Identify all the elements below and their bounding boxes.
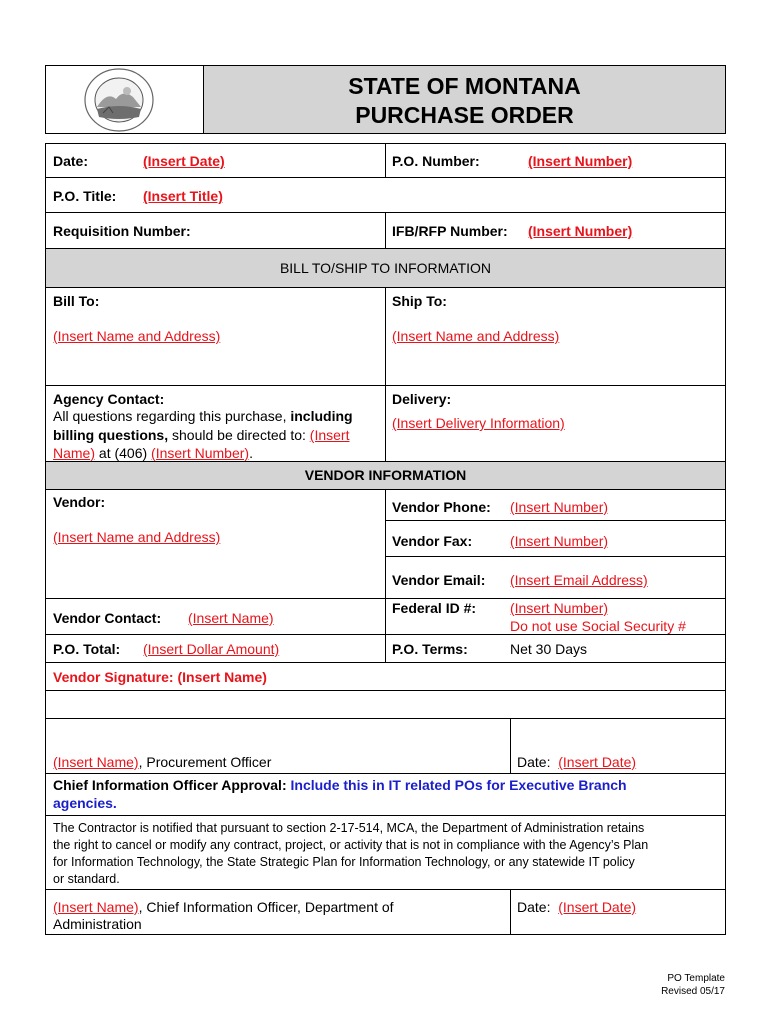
- agency-contact-line2: [53, 427, 349, 444]
- bill-to-field[interactable]: (Insert Name and Address): [53, 328, 221, 344]
- vendor-phone-field[interactable]: (Insert Number): [510, 499, 609, 515]
- po-number-label: P.O. Number:: [392, 153, 480, 169]
- cio-sign-line2: Administration: [53, 916, 142, 932]
- rule: [45, 889, 726, 890]
- rule: [45, 718, 726, 719]
- vendor-fax-field[interactable]: (Insert Number): [510, 533, 609, 549]
- delivery-label: Delivery:: [392, 391, 452, 407]
- montana-seal: [83, 67, 155, 133]
- bill-ship-heading: BILL TO/SHIP TO INFORMATION: [279, 260, 492, 276]
- rule: [45, 690, 726, 691]
- seal-text: [64, 138, 87, 139]
- ifb-rfp-label: IFB/RFP Number:: [392, 223, 508, 239]
- cio-date-label: Date:: [517, 899, 559, 915]
- po-terms-label: P.O. Terms:: [392, 641, 468, 657]
- cio-approval-line1: [53, 777, 627, 794]
- procurement-date-label: Date:: [517, 754, 559, 770]
- procurement-title: , Procurement Officer: [138, 754, 272, 770]
- agency-text: should be directed to:: [168, 427, 310, 443]
- rule: [45, 662, 726, 663]
- ship-to-field[interactable]: (Insert Name and Address): [392, 328, 560, 344]
- procurement-name-field[interactable]: (Insert Name): [53, 754, 139, 770]
- col-divider: [385, 143, 386, 177]
- po-terms-value: Net 30 Days: [510, 641, 588, 657]
- agency-contact-line3: [53, 445, 253, 462]
- agency-phone-field[interactable]: (Insert Number): [151, 445, 250, 461]
- vendor-contact-label: Vendor Contact:: [53, 610, 162, 626]
- vendor-phone-label: Vendor Phone:: [392, 499, 491, 515]
- footer-template: PO Template: [667, 973, 725, 984]
- bill-to-label: Bill To:: [53, 293, 100, 309]
- page-title-line2: PURCHASE ORDER: [355, 102, 574, 128]
- vendor-fax-label: Vendor Fax:: [392, 533, 473, 549]
- federal-id-note: Do not use Social Security #: [510, 618, 686, 634]
- col-divider: [385, 287, 386, 461]
- notice-line1: The Contractor is notified that pursuant to section 2-17-514, MCA, the Department of Administration retains: [53, 821, 645, 835]
- federal-id-label: Federal ID #:: [392, 600, 477, 616]
- vendor-contact-field[interactable]: (Insert Name): [188, 610, 274, 626]
- agency-contact-label: Agency Contact:: [53, 391, 165, 407]
- notice-line2: the right to cancel or modify any contract, project, or activity that is not in compliance with the Agency’s Plan: [53, 838, 649, 852]
- cio-approval-note: Include this in IT related POs for Executive Branch: [290, 777, 627, 793]
- procurement-officer-line: [53, 754, 271, 771]
- procurement-date-line: [517, 754, 636, 771]
- vendor-email-label: Vendor Email:: [392, 572, 486, 588]
- delivery-field[interactable]: (Insert Delivery Information): [392, 415, 565, 431]
- po-title-label: P.O. Title:: [53, 188, 117, 204]
- rule: [385, 520, 726, 521]
- notice-line4: or standard.: [53, 872, 120, 886]
- agency-text-bold: including: [290, 408, 353, 424]
- agency-text: All questions regarding this purchase,: [53, 408, 291, 424]
- rule: [45, 177, 726, 178]
- federal-id-field[interactable]: (Insert Number): [510, 600, 609, 616]
- agency-name-field[interactable]: (Insert: [309, 427, 350, 443]
- agency-text: at (406): [95, 445, 152, 461]
- po-total-label: P.O. Total:: [53, 641, 121, 657]
- date-label: Date:: [53, 153, 89, 169]
- requisition-label: Requisition Number:: [53, 223, 191, 239]
- col-divider: [510, 718, 511, 773]
- vendor-signature-label[interactable]: Vendor Signature: (Insert Name): [53, 669, 267, 685]
- date-field[interactable]: (Insert Date): [143, 153, 225, 169]
- ifb-rfp-field[interactable]: (Insert Number): [528, 223, 633, 239]
- po-number-field[interactable]: (Insert Number): [528, 153, 633, 169]
- cio-name-field[interactable]: (Insert Name): [53, 899, 139, 915]
- vendor-heading: VENDOR INFORMATION: [304, 467, 467, 483]
- cio-approval-label: Chief Information Officer Approval:: [53, 777, 291, 793]
- page-title-line1: STATE OF MONTANA: [348, 73, 581, 99]
- notice-line3: for Information Technology, the State Strategic Plan for Information Technology, or any statewide IT policy: [53, 855, 635, 869]
- footer-revised: Revised 05/17: [661, 986, 725, 997]
- cio-date-field[interactable]: (Insert Date): [558, 899, 637, 915]
- agency-text: .: [249, 445, 253, 461]
- cio-approval-line2: agencies.: [53, 795, 117, 811]
- agency-name-field[interactable]: Name): [53, 445, 96, 461]
- col-divider: [385, 212, 386, 248]
- col-divider: [385, 489, 386, 662]
- rule: [45, 815, 726, 816]
- col-divider: [510, 889, 511, 935]
- po-total-field[interactable]: (Insert Dollar Amount): [143, 641, 280, 657]
- po-title-field[interactable]: (Insert Title): [143, 188, 223, 204]
- cio-date-line: [517, 899, 636, 916]
- procurement-date-field[interactable]: (Insert Date): [558, 754, 637, 770]
- vendor-email-field[interactable]: (Insert Email Address): [510, 572, 648, 588]
- vendor-field[interactable]: (Insert Name and Address): [53, 529, 221, 545]
- rule: [385, 556, 726, 557]
- ship-to-label: Ship To:: [392, 293, 447, 309]
- agency-contact-line1: [53, 408, 353, 425]
- agency-text-bold: billing questions,: [53, 427, 169, 443]
- vendor-label: Vendor:: [53, 494, 106, 510]
- cio-sign-line1: [53, 899, 394, 916]
- rule: [45, 773, 726, 774]
- cio-title: , Chief Information Officer, Department of: [138, 899, 394, 915]
